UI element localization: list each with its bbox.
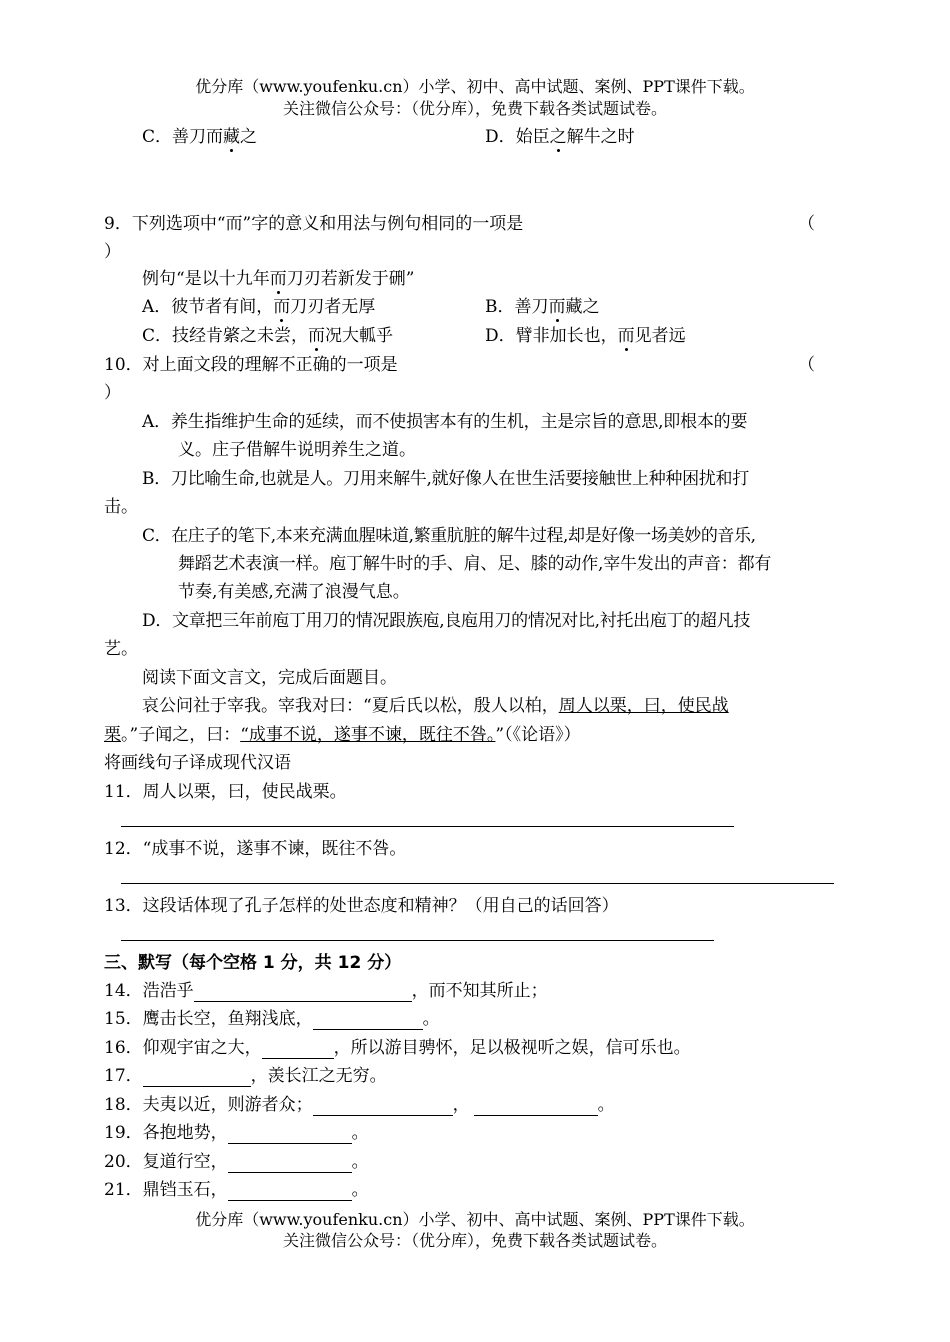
q14-post: ，而不知其所止； [411,981,548,1001]
translate-instruction: 将画线句子译成现代汉语 [104,753,291,773]
q10-stem: 10．对上面文段的理解不正确的一项是 [104,355,398,375]
q9-paren-open: （ [798,214,815,234]
q10-option-b-line1: B．刀比喻生命,也就是人。刀用来解牛,就好像人在世生活要接触世上种种困扰和打 [142,469,749,489]
q20 [104,1151,369,1173]
q16 [104,1037,691,1059]
passage-line-2 [104,724,581,746]
passage-source: ”（《论语》） [495,725,581,745]
q10-option-d-line1: D．文章把三年前庖丁用刀的情况跟族庖,良庖用刀的情况对比,衬托出庖丁的超凡技 [142,611,751,631]
passage-underline-1-end: 栗 [104,725,121,745]
q17-pre: 17． [104,1066,143,1086]
q10-option-c-line3: 节奏,有美感,充满了浪漫气息。 [178,582,410,602]
passage-line-1-text: 哀公问社于宰我。宰我对曰：“夏后氏以松，殷人以柏， [142,696,559,716]
footer-line-1: 优分库（www.youfenku.cn）小学、初中、高中试题、案例、PPT课件下载。 [195,1210,755,1229]
q9-option-b: B．善刀而藏之 [485,297,600,317]
q8-option-c: C．善刀而藏之 [142,127,258,147]
q13-answer-line[interactable] [121,940,714,941]
section3-title [104,952,401,974]
q18-pre: 18．夫夷以近，则游者众； [104,1095,313,1115]
q19-blank[interactable] [228,1125,352,1144]
q9-example: 例句“是以十九年而刀刃若新发于硎” [142,269,415,289]
section3-title-c: 分） [361,953,402,973]
section3-score-per: 1 [262,953,275,973]
q12-answer-line[interactable] [121,883,834,884]
q11-answer-line[interactable] [121,826,734,827]
q15-post: 。 [422,1009,440,1029]
q18-blank-1[interactable] [313,1097,453,1116]
q14 [104,980,548,1002]
passage-line-1 [142,695,729,717]
q16-blank[interactable] [262,1040,334,1059]
q9-option-d: D．臂非加长也，而见者远 [485,326,686,346]
q21-pre: 21．鼎铛玉石， [104,1180,228,1200]
q18-post: 。 [597,1095,615,1115]
q11-stem: 11．周人以栗，曰，使民战栗。 [104,782,347,802]
q8-option-d: D．始臣之解牛之时 [485,127,635,147]
q17-blank[interactable] [143,1068,251,1087]
q12-stem: 12．“成事不说，遂事不谏，既往不咎。 [104,839,407,859]
section3-title-a: 三、默写（每个空格 [104,953,263,973]
q9-option-a: A．彼节者有间，而刀刃者无厚 [142,297,376,317]
q14-blank[interactable] [194,983,412,1002]
q9-option-c: C．技经肯綮之未尝，而况大軱乎 [142,326,394,346]
q10-option-c-line2: 舞蹈艺术表演一样。庖丁解牛时的手、肩、足、膝的动作,宰牛发出的声音：都有 [178,554,772,574]
section3-score-total: 12 [337,953,362,973]
q16-pre: 16．仰观宇宙之大， [104,1038,262,1058]
q18 [104,1094,615,1116]
passage-underline-1: 周人以栗，曰，使民战 [558,696,729,716]
q19-pre: 19．各抱地势， [104,1123,228,1143]
header-line-2: 关注微信公众号：（优分库），免费下载各类试题试卷。 [282,99,667,118]
q16-post: ，所以游目骋怀，足以极视听之娱，信可乐也。 [333,1038,691,1058]
q21-post: 。 [351,1180,369,1200]
q21-blank[interactable] [228,1182,352,1201]
q10-paren-close: ） [104,383,121,403]
q17 [104,1065,387,1087]
passage-underline-2: “成事不说，遂事不谏，既往不咎。 [240,725,496,745]
q10-option-d-line2: 艺。 [104,639,138,659]
q18-blank-2[interactable] [474,1097,598,1116]
passage-line-2-text: 。”子闻之，曰： [121,725,241,745]
q20-post: 。 [351,1152,369,1172]
section3-title-b: 分，共 [274,953,338,973]
q20-blank[interactable] [228,1154,352,1173]
passage-intro: 阅读下面文言文，完成后面题目。 [142,668,397,688]
q17-post: ，羡长江之无穷。 [250,1066,387,1086]
q19-post: 。 [351,1123,369,1143]
footer-line-2: 关注微信公众号：（优分库），免费下载各类试题试卷。 [282,1231,667,1250]
q21 [104,1179,369,1201]
q13-stem: 13．这段话体现了孔子怎样的处世态度和精神？（用自己的话回答） [104,896,619,916]
q15-pre: 15．鹰击长空，鱼翔浅底， [104,1009,313,1029]
q10-paren-open: （ [798,355,815,375]
q9-paren-close: ） [104,242,121,262]
q10-option-b-line2: 击。 [104,497,138,517]
q14-pre: 14．浩浩乎 [104,981,194,1001]
q10-option-c-line1: C．在庄子的笔下,本来充满血腥味道,繁重肮脏的解牛过程,却是好像一场美妙的音乐, [142,526,756,546]
header-line-1: 优分库（www.youfenku.cn）小学、初中、高中试题、案例、PPT课件下载。 [195,77,755,96]
q15-blank[interactable] [313,1011,423,1030]
q10-option-a-line2: 义。庄子借解牛说明养生之道。 [178,440,416,460]
q9-stem: 9．下列选项中“而”字的意义和用法与例句相同的一项是 [104,214,524,234]
q20-pre: 20．复道行空， [104,1152,228,1172]
q10-option-a-line1: A．养生指维护生命的延续，而不使损害本有的生机，主是宗旨的意思,即根本的要 [142,412,748,432]
q19 [104,1122,369,1144]
q15 [104,1008,440,1030]
q18-mid: ， [452,1095,470,1115]
